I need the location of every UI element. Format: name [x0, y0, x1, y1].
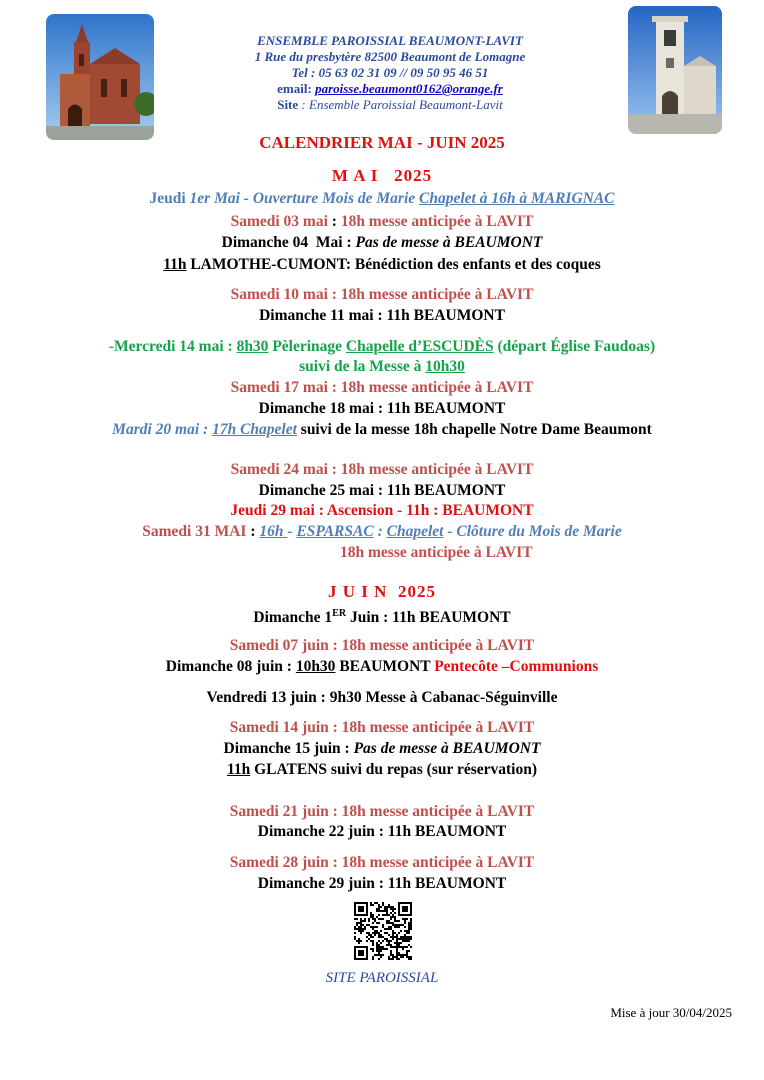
church-photo-left [46, 14, 154, 140]
mai-line-5: Samedi 10 mai : 18h messe anticipée à LAVIT [230, 286, 534, 303]
parish-name: ENSEMBLE PAROISSIAL BEAUMONT-LAVIT [257, 33, 523, 48]
chapelet-marignac-link[interactable]: Chapelet à 16h à MARIGNAC [419, 190, 615, 207]
parish-address: 1 Rue du presbytère 82500 Beaumont de Lomagne [254, 49, 526, 64]
juin-line-11: Dimanche 29 juin : 11h BEAUMONT [257, 875, 507, 892]
parish-site-line [160, 97, 620, 113]
juin-line-4: Vendredi 13 juin : 9h30 Messe à Cabanac-Séguinville [206, 689, 558, 706]
qr-code[interactable] [354, 902, 412, 960]
mai-line-7: -Mercredi 14 mai : 8h30 Pèlerinage Chapelle d’ESCUDÈS (départ Église Faudoas) [108, 338, 656, 355]
juin-line-3: Dimanche 08 juin : 10h30 BEAUMONT Pentecôte –Communions [165, 658, 599, 675]
mai-line-15: Samedi 31 MAI : 16h - ESPARSAC : Chapelet - Clôture du Mois de Marie [142, 523, 622, 540]
juin-line-6: Dimanche 15 juin : Pas de messe à BEAUMONT [223, 740, 541, 757]
month-heading-juin: J U I N 2025 [328, 582, 436, 601]
chapelet-link[interactable]: 17h Chapelet [212, 421, 297, 438]
mai-line-8: suivi de la Messe à 10h30 [299, 358, 465, 375]
calendar-title: CALENDRIER MAI - JUIN 2025 [259, 133, 505, 152]
esparsac-link[interactable]: ESPARSAC [296, 523, 374, 540]
site-name: : Ensemble Paroissial Beaumont-Lavit [298, 97, 503, 112]
mai-line-3: Dimanche 04 Mai : Pas de messe à BEAUMONT [221, 234, 543, 251]
juin-line-2: Samedi 07 juin : 18h messe anticipée à LAVIT [229, 637, 535, 654]
email-link[interactable]: paroisse.beaumont0162@orange.fr [315, 81, 503, 96]
mai-line-10: Dimanche 18 mai : 11h BEAUMONT [258, 400, 506, 417]
juin-line-10: Samedi 28 juin : 18h messe anticipée à LAVIT [229, 854, 535, 871]
church-photo-right [628, 6, 722, 134]
juin-line-5: Samedi 14 juin : 18h messe anticipée à LAVIT [229, 719, 535, 736]
update-date: Mise à jour 30/04/2025 [610, 1005, 732, 1020]
chapelet-esparsac-link[interactable]: Chapelet [386, 523, 444, 540]
parish-phone: Tel : 05 63 02 31 09 // 09 50 95 46 51 [291, 65, 489, 80]
mai-line-16: 18h messe anticipée à LAVIT [340, 544, 533, 561]
email-label: email: [277, 81, 316, 96]
mai-line-14: Jeudi 29 mai : Ascension - 11h : BEAUMONT [230, 502, 534, 519]
site-label: Site [277, 97, 299, 112]
juin-line-7: 11h GLATENS suivi du repas (sur réservation) [226, 761, 538, 778]
mai-line-6: Dimanche 11 mai : 11h BEAUMONT [259, 307, 505, 324]
mai-line-2: Samedi 03 mai : 18h messe anticipée à LAVIT [230, 213, 534, 230]
mai-line-4: 11h LAMOTHE-CUMONT: Bénédiction des enfants et des coques [163, 256, 601, 273]
parish-email-line [160, 81, 620, 97]
mai-line-12: Samedi 24 mai : 18h messe anticipée à LAVIT [230, 461, 534, 478]
mai-line-1: Jeudi 1er Mai - Ouverture Mois de Marie Chapelet à 16h à MARIGNAC [149, 190, 615, 207]
juin-line-8: Samedi 21 juin : 18h messe anticipée à LAVIT [229, 803, 535, 820]
mai-line-9: Samedi 17 mai : 18h messe anticipée à LAVIT [230, 379, 534, 396]
juin-line-9: Dimanche 22 juin : 11h BEAUMONT [257, 823, 507, 840]
month-heading-mai: M A I 2025 [331, 166, 433, 185]
mai-line-11: Mardi 20 mai : 17h Chapelet suivi de la messe 18h chapelle Notre Dame Beaumont [112, 421, 652, 438]
parish-header [160, 33, 620, 113]
site-paroissial-label: SITE PAROISSIAL [325, 970, 439, 986]
mai-line-13: Dimanche 25 mai : 11h BEAUMONT [258, 482, 506, 499]
juin-line-1: Dimanche 1ER Juin : 11h BEAUMONT [253, 608, 511, 627]
